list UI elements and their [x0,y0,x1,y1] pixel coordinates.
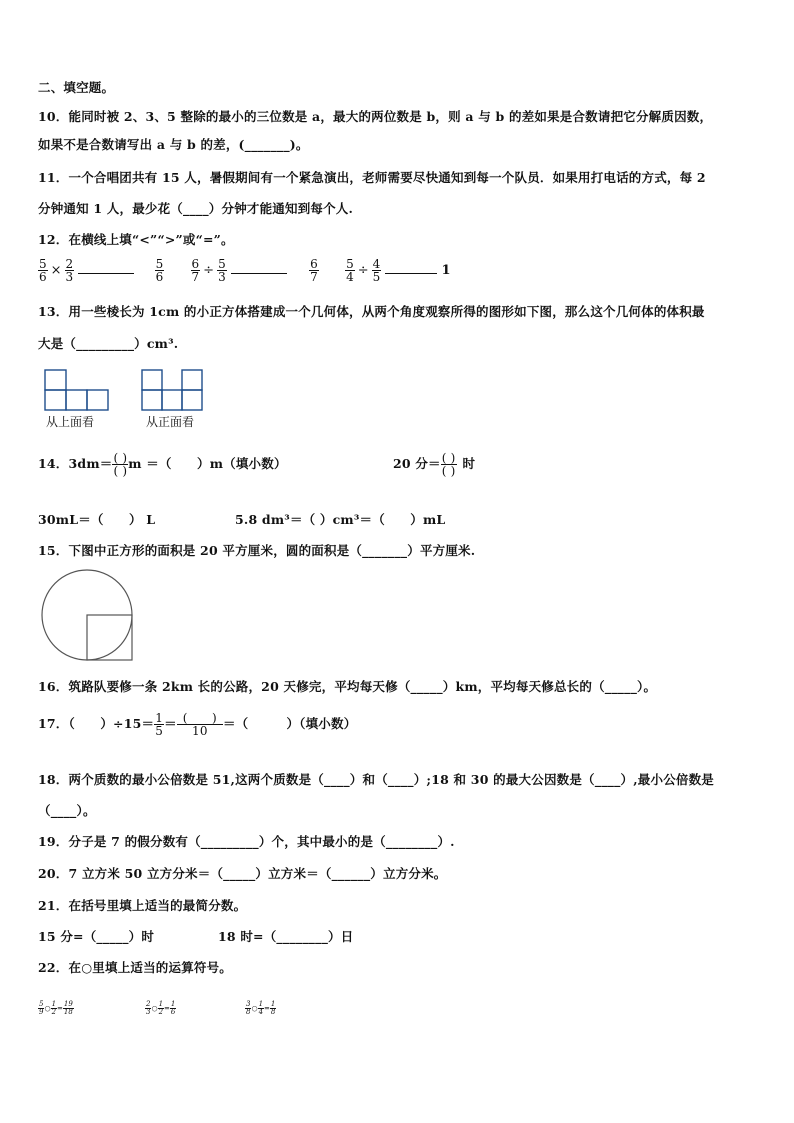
top-view-figure [44,369,112,411]
q12-expr-3: $\frac{5}{4}$ ÷ $\frac{4}{5}$ 1 [346,257,451,284]
q22-expr-1: $\frac{5}{9}$ ○ $\frac{1}{2}$ = $\frac{19}{18}$ [39,1000,73,1016]
operator-circle-2[interactable]: ○ [151,1004,158,1013]
circle-square-figure [40,568,136,664]
q13-line1: 13．用一些棱长为 1cm 的小正方体搭建成一个几何体，从两个角度观察所得的图形如下图，那么这个几何体的体积最 [38,304,705,319]
q12-expressions [38,258,451,283]
q16-text: 16．筑路队要修一条 2km 长的公路，20 天修完，平均每天修（_____）km，平均每天修总长的（_____）。 [38,679,657,694]
q20-text: 20．7 立方米 50 立方分米＝（_____）立方米＝（______）立方分米。 [38,866,447,881]
operator-circle-3[interactable]: ○ [251,1004,258,1013]
q21-b: 18 时=（________）日 [218,929,354,944]
caption-top-view: 从上面看 [46,415,95,429]
q12-blank-2[interactable] [231,273,287,274]
q12-text: 12．在横线上填“<”“>”或“=”。 [38,232,234,247]
q21-a: 15 分=（_____）时 [38,929,155,944]
q19-text: 19．分子是 7 的假分数有（_________）个，其中最小的是（________）. [38,834,455,849]
q18-line1: 18．两个质数的最小公倍数是 51,这两个质数是（____）和（____）;18 和 30 的最大公因数是（____）,最小公倍数是 [38,772,715,787]
q11-line2: 分钟通知 1 人，最少花（____）分钟才能通知到每个人. [38,201,354,216]
q12-expr-2: $\frac{6}{7}$ ÷ $\frac{5}{3}$ $\frac{6}{7}$ [191,257,318,284]
caption-front-view: 从正面看 [146,415,195,429]
q11-line1: 11．一个合唱团共有 15 人，暑假期间有一个紧急演出，老师需要尽快通知到每一个队员．如果用打电话的方式，每 2 [38,170,706,185]
q15-text: 15．下图中正方形的面积是 20 平方厘米，圆的面积是（_______）平方厘米. [38,543,476,558]
q12-expr-1: $\frac{5}{6}$ × $\frac{2}{3}$ $\frac{5}{6}$ [39,257,164,284]
q22-expr-3: $\frac{3}{8}$ ○ $\frac{1}{4}$ = $\frac{1}{8}$ [246,1000,276,1016]
q13-line2: 大是（_________）cm³. [38,336,179,351]
operator-circle-1[interactable]: ○ [44,1004,51,1013]
q22-expr-2: $\frac{2}{3}$ ○ $\frac{1}{2}$ = $\frac{1}{6}$ [146,1000,176,1016]
q14-line2-left: 30mL＝（ ） L [38,512,156,527]
section-title: 二、填空题。 [38,80,115,95]
q21-text: 21．在括号里填上适当的最简分数。 [38,898,247,913]
q10-line2: 如果不是合数请写出 a 与 b 的差，(_______)。 [38,137,309,152]
q22-text: 22．在○里填上适当的运算符号。 [38,960,233,975]
q10-line1: 10．能同时被 2、3、5 整除的最小的三位数是 a，最大的两位数是 b，则 a 与 b 的差如果是合数请把它分解质因数， [38,109,713,124]
q12-blank-3[interactable] [385,273,437,274]
q14-line2-right: 5.8 dm³＝（ ）cm³＝（ ）mL [235,512,446,527]
q14-line1-left: 14．3dm＝ $\frac{( )}{( )}$ m ＝（ ）m（填小数） [38,451,287,478]
q18-line2: （____）。 [38,803,96,818]
front-view-figure [141,369,205,411]
q12-blank-1[interactable] [78,273,134,274]
q14-line1-right: 20 分＝ $\frac{( )}{( )}$ 时 [393,451,476,478]
q17-expression: 17．（ ）÷15＝ $\frac{1}{5}$ ＝ $\frac{( )}{10}$ ＝（ ）（填小数） [38,711,357,738]
